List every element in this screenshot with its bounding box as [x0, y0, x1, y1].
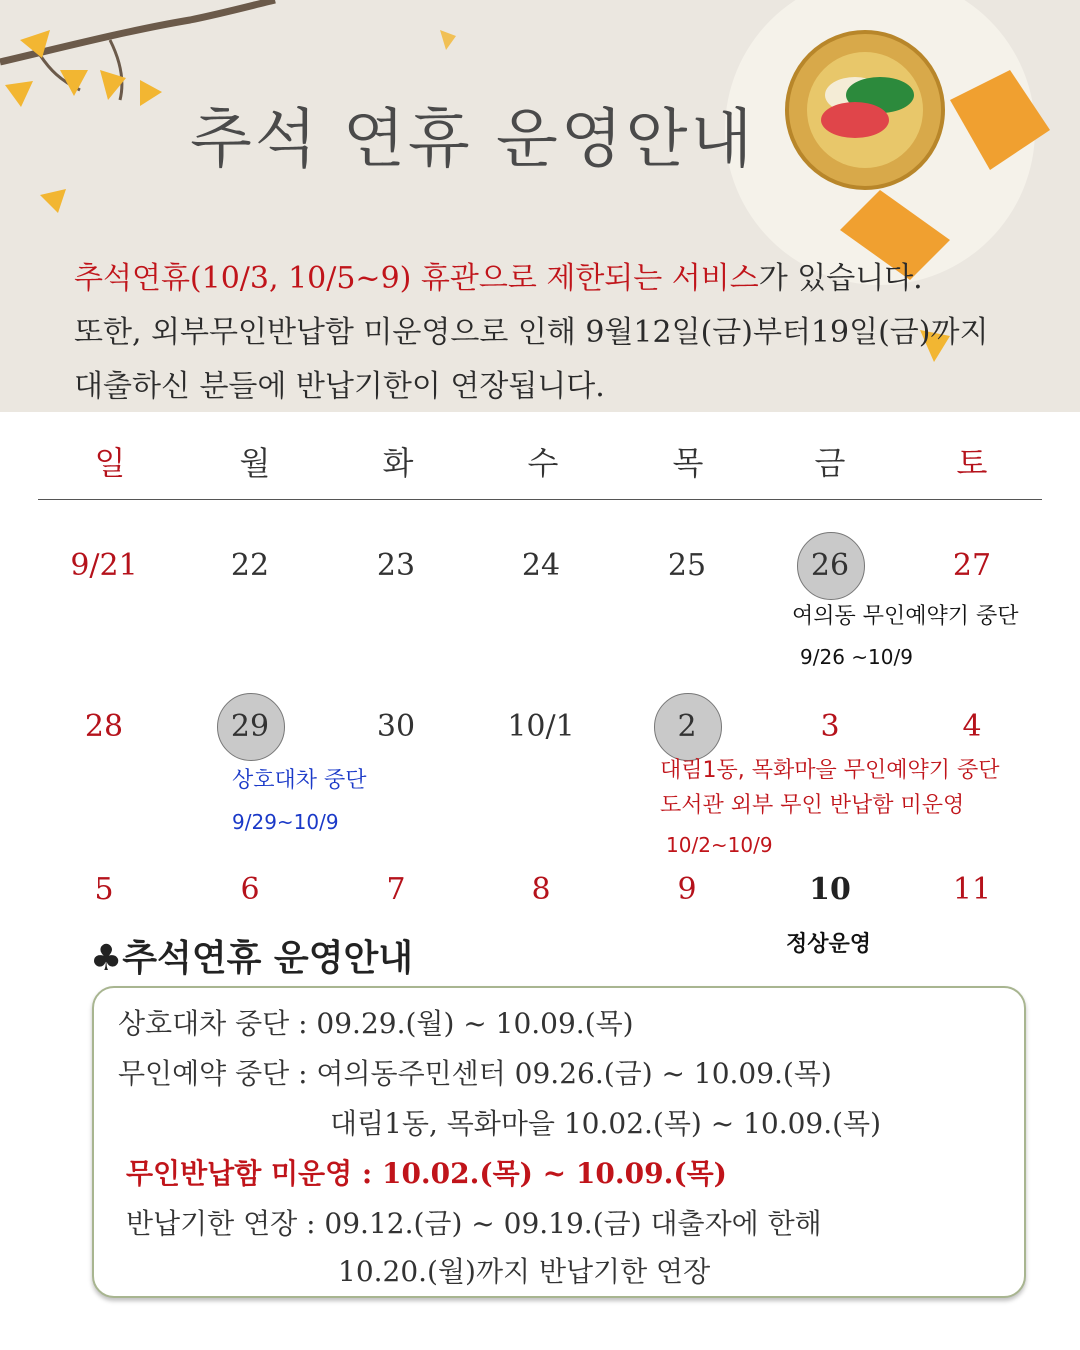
- weekday-wed: 수: [527, 444, 559, 482]
- day-cell: 2: [677, 709, 697, 744]
- day-cell: 4: [962, 709, 982, 744]
- day-cell: 22: [230, 548, 270, 583]
- day-cell: 9: [677, 872, 697, 907]
- note-daerim-period: 10/2~10/9: [666, 833, 773, 857]
- day-cell: 10: [809, 872, 851, 907]
- summary-title: [90, 930, 413, 981]
- header-banner: [0, 0, 1080, 412]
- day-cell: 25: [667, 548, 707, 583]
- weekday-header: [0, 438, 1080, 486]
- calendar-divider: [38, 499, 1042, 500]
- summary-line-1: 상호대차 중단 : 09.29.(월) ~ 10.09.(목): [118, 1007, 634, 1040]
- intro-line-1-rest: 가 있습니다.: [758, 261, 923, 296]
- summary-line-3: 대림1동, 목화마을 10.02.(목) ~ 10.09.(목): [330, 1107, 882, 1140]
- page-title: 추석 연휴 운영안내: [190, 103, 756, 177]
- day-cell: 30: [376, 709, 416, 744]
- day-cell: 7: [386, 872, 406, 907]
- intro-line-1: [74, 252, 988, 306]
- day-cell: 9/21: [70, 548, 138, 583]
- intro-line-1-highlight: 추석연휴(10/3, 10/5~9) 휴관으로 제한되는 서비스: [74, 261, 759, 296]
- note-return-box: 도서관 외부 무인 반납함 미운영: [660, 793, 965, 818]
- day-cell: 26: [810, 548, 850, 583]
- intro-line-3: 대출하신 분들에 반납기한이 연장됩니다.: [74, 369, 605, 404]
- weekday-tue: 화: [382, 444, 414, 482]
- weekday-thu: 목: [672, 444, 704, 482]
- day-cell: 3: [820, 709, 840, 744]
- day-cell: 10/1: [507, 709, 575, 744]
- intro-text: [74, 252, 988, 412]
- note-interloan: 상호대차 중단: [232, 768, 367, 793]
- summary-line-5: 반납기한 연장 : 09.12.(금) ~ 09.19.(금) 대출자에 한해: [126, 1207, 822, 1240]
- note-daerim: 대림1동, 목화마을 무인예약기 중단: [660, 758, 1000, 783]
- day-cell: 27: [952, 548, 992, 583]
- note-yeouidong: 여의동 무인예약기 중단: [792, 604, 1019, 629]
- day-cell: 24: [521, 548, 561, 583]
- weekday-fri: 금: [814, 444, 846, 482]
- day-cell: 29: [230, 709, 270, 744]
- day-cell: 11: [952, 872, 992, 907]
- weekday-sun: 일: [94, 444, 126, 482]
- club-icon: ♣: [90, 938, 123, 979]
- day-cell: 5: [94, 872, 114, 907]
- summary-line-4: 무인반납함 미운영 : 10.02.(목) ~ 10.09.(목): [126, 1157, 727, 1190]
- day-cell: 28: [84, 709, 124, 744]
- note-interloan-period: 9/29~10/9: [232, 810, 339, 834]
- summary-box: [92, 986, 1026, 1298]
- summary-line-2: 무인예약 중단 : 여의동주민센터 09.26.(금) ~ 10.09.(목): [118, 1057, 832, 1090]
- weekday-sat: 토: [956, 444, 988, 482]
- day-cell: 8: [531, 872, 551, 907]
- summary-line-6: 10.20.(월)까지 반납기한 연장: [338, 1255, 711, 1288]
- intro-line-2: 또한, 외부무인반납함 미운영으로 인해 9월12일(금)부터19일(금)까지: [74, 315, 989, 350]
- day-cell: 6: [240, 872, 260, 907]
- day-cell: 23: [376, 548, 416, 583]
- note-normal: 정상운영: [786, 932, 872, 957]
- summary-title-text: 추석연휴 운영안내: [122, 938, 414, 979]
- note-yeouidong-period: 9/26 ~10/9: [800, 645, 913, 669]
- weekday-mon: 월: [239, 444, 271, 482]
